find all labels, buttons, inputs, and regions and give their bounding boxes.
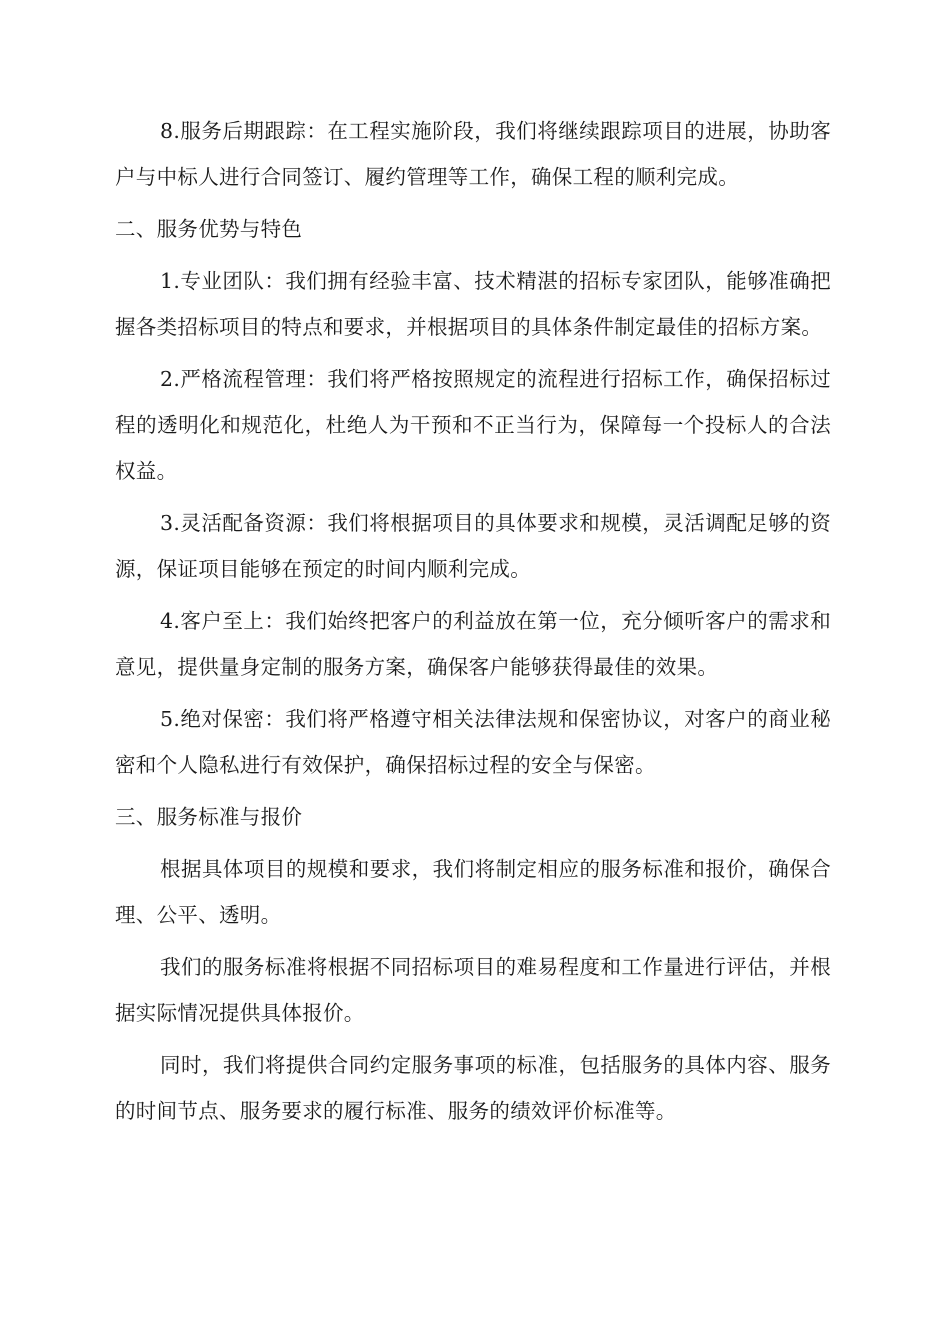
paragraph-flexible-resources: 3.灵活配备资源：我们将根据项目的具体要求和规模，灵活调配足够的资源，保证项目能够在预定的时间内顺利完成。 (115, 511, 831, 581)
paragraph-standards-evaluation: 我们的服务标准将根据不同招标项目的难易程度和工作量进行评估，并根据实际情况提供具体报价。 (115, 955, 831, 1025)
section-heading-standards-pricing: 三、服务标准与报价 (115, 805, 303, 829)
paragraph-process-management: 2.严格流程管理：我们将严格按照规定的流程进行招标工作，确保招标过程的透明化和规范化，杜绝人为干预和不正当行为，保障每一个投标人的合法权益。 (115, 367, 831, 483)
paragraph-customer-first: 4.客户至上：我们始终把客户的利益放在第一位，充分倾听客户的需求和意见，提供量身定制的服务方案，确保客户能够获得最佳的效果。 (115, 609, 831, 679)
paragraph-contract-standards: 同时，我们将提供合同约定服务事项的标准，包括服务的具体内容、服务的时间节点、服务要求的履行标准、服务的绩效评价标准等。 (115, 1053, 831, 1123)
paragraph-item-8-followup: 8.服务后期跟踪：在工程实施阶段，我们将继续跟踪项目的进展，协助客户与中标人进行合同签订、履约管理等工作，确保工程的顺利完成。 (115, 119, 831, 189)
paragraph-confidentiality: 5.绝对保密：我们将严格遵守相关法律法规和保密协议，对客户的商业秘密和个人隐私进行有效保护，确保招标过程的安全与保密。 (115, 707, 831, 777)
paragraph-professional-team: 1.专业团队：我们拥有经验丰富、技术精湛的招标专家团队，能够准确把握各类招标项目的特点和要求，并根据项目的具体条件制定最佳的招标方案。 (115, 269, 831, 339)
document-page (115, 108, 831, 1140)
paragraph-standards-intro: 根据具体项目的规模和要求，我们将制定相应的服务标准和报价，确保合理、公平、透明。 (115, 857, 831, 927)
section-heading-advantages: 二、服务优势与特色 (115, 217, 303, 241)
